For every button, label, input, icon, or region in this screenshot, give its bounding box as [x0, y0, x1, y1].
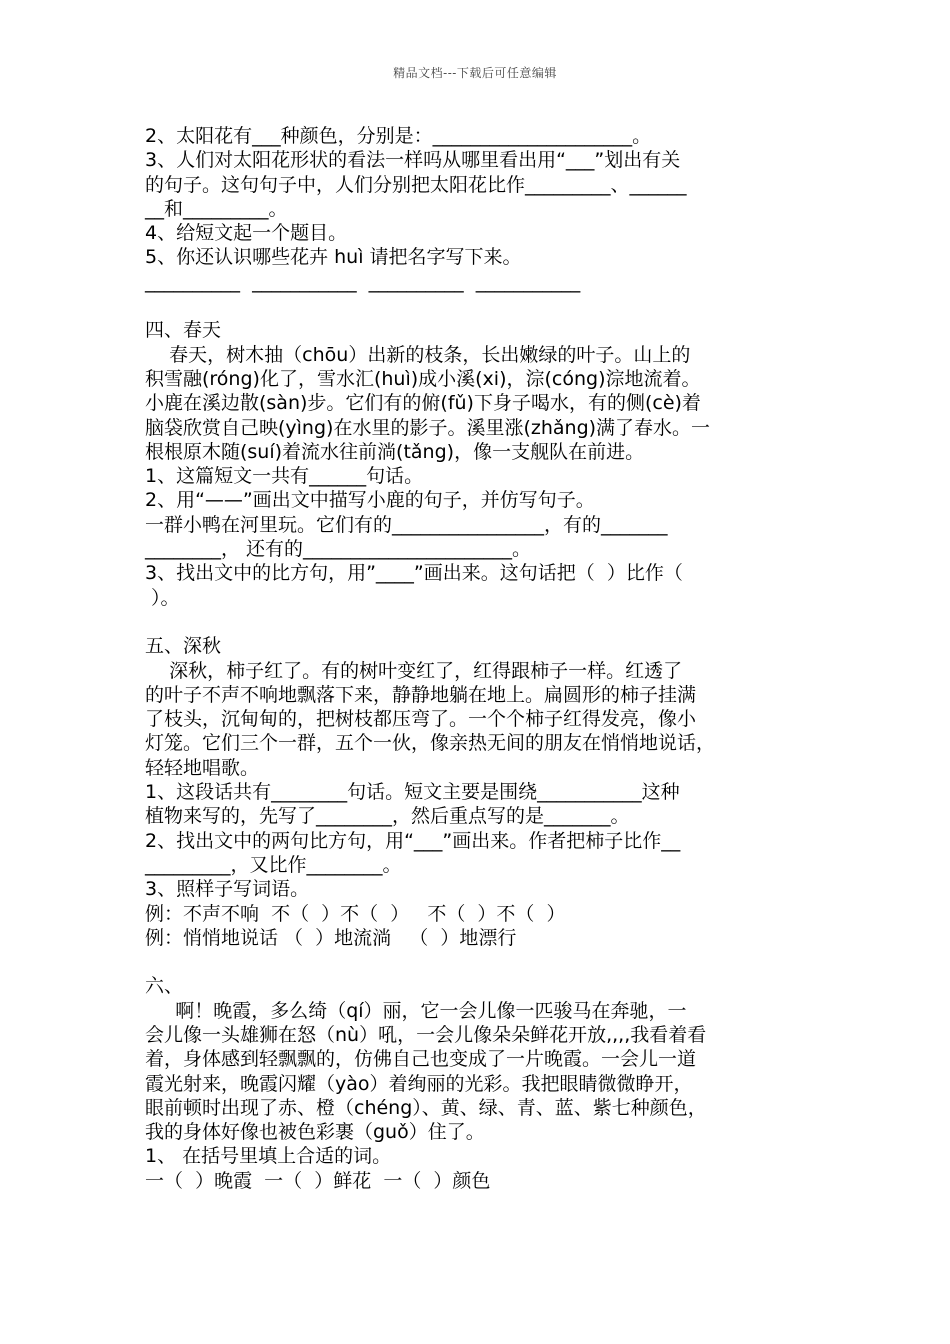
text-line: 的叶子不声不响地飘落下来，静静地躺在地上。扁圆形的柿子挂满 [145, 683, 697, 706]
text-line: 小鹿在溪边散(sàn)步。它们有的俯(fǔ)下身子喝水，有的侧(cè)着 [145, 392, 701, 415]
text-line: 着，身体感到轻飘飘的，仿佛自己也变成了一片晚霞。一会儿一道 [145, 1048, 697, 1071]
text-line: ）。 [145, 586, 180, 609]
text-line: ________， 还有的______________________。 [145, 538, 532, 561]
text-line: 脑袋欣赏自己映(yìng)在水里的影子。溪里涨(zhǎng)满了春水。一 [145, 416, 711, 439]
blank-line [145, 294, 805, 318]
text-line: 霞光射来，晚霞闪耀（yào）着绚丽的光彩。我把眼睛微微睁开， [145, 1072, 693, 1095]
text-line: 2、太阳花有___种颜色，分别是：_____________________。 [145, 125, 652, 147]
section-title: 四、春天 [145, 319, 222, 342]
page-header: 精品文档---下载后可任意编辑 [393, 66, 557, 80]
text-line: 的句子。这句句子中，人们分别把太阳花比作_________、______ [145, 173, 687, 196]
text-line: _________，又比作________。 [145, 853, 402, 876]
text-line: 根根原木随(suí)着流水往前淌(tǎng)，像一支舰队在前进。 [145, 440, 645, 463]
text-line: 5、你还认识哪些花卉 huì 请把名字写下来。 [145, 246, 522, 269]
text-line: 一群小鸭在河里玩。它们有的________________，有的_______ [145, 513, 668, 536]
text-line: __________ ___________ __________ ___________ [145, 270, 581, 293]
text-line: 啊！晚霞，多么绮（qí）丽，它一会儿像一匹骏马在奔驰，一 [145, 999, 687, 1022]
blank-line [145, 610, 805, 634]
section-title: 六、 [145, 975, 184, 998]
section-title: 五、深秋 [145, 635, 222, 658]
text-line: 灯笼。它们三个一群，五个一伙，像亲热无间的朋友在悄悄地说话， [145, 732, 716, 755]
text-line: 例：不声不响 不（ ）不（ ） 不（ ）不（ ） [145, 902, 566, 925]
text-line: 深秋，柿子红了。有的树叶变红了，红得跟柿子一样。红透了 [145, 659, 683, 682]
text-line: 例：悄悄地说话 （ ）地流淌 （ ）地漂行 [145, 926, 517, 949]
text-line: 1、这篇短文一共有______句话。 [145, 465, 424, 488]
text-line: 3、找出文中的比方句，用”____”画出来。这句话把（ ）比作（ [145, 562, 683, 585]
text-line: __和_________。 [145, 197, 288, 220]
text-line: 2、用“——”画出文中描写小鹿的句子，并仿写句子。 [145, 489, 595, 512]
text-line: 3、照样子写词语。 [145, 878, 310, 901]
text-line: 眼前顿时出现了赤、橙（chéng）、黄、绿、青、蓝、紫七种颜色， [145, 1096, 707, 1119]
blank-line [145, 950, 805, 974]
text-line: 了枝头，沉甸甸的，把树枝都压弯了。一个个柿子红得发亮，像小 [145, 708, 697, 731]
document-body [145, 124, 805, 1193]
text-line: 2、找出文中的两句比方句，用“___”画出来。作者把柿子比作__ [145, 829, 681, 852]
text-line: 1、 在括号里填上合适的词。 [145, 1145, 392, 1168]
text-line: 一（ ）晚霞 一（ ）鲜花 一（ ）颜色 [145, 1169, 491, 1192]
text-line: 3、人们对太阳花形状的看法一样吗从哪里看出用“___”划出有关 [145, 149, 681, 172]
text-line: 会儿像一头雄狮在怒（nù）吼，一会儿像朵朵鲜花开放,,,,我看着看 [145, 1023, 707, 1046]
text-line: 春天，树木抽（chōu）出新的枝条，长出嫩绿的叶子。山上的 [145, 343, 691, 366]
text-line: 植物来写的，先写了________，然后重点写的是_______。 [145, 805, 630, 828]
text-line: 4、给短文起一个题目。 [145, 222, 348, 245]
text-line: 轻轻地唱歌。 [145, 756, 260, 779]
text-line: 积雪融(róng)化了，雪水汇(huì)成小溪(xi)，淙(cóng)淙地流着。 [145, 367, 701, 390]
text-line: 1、这段话共有________句话。短文主要是围绕___________这种 [145, 781, 680, 804]
text-line: 我的身体好像也被色彩裹（guǒ）住了。 [145, 1121, 485, 1144]
